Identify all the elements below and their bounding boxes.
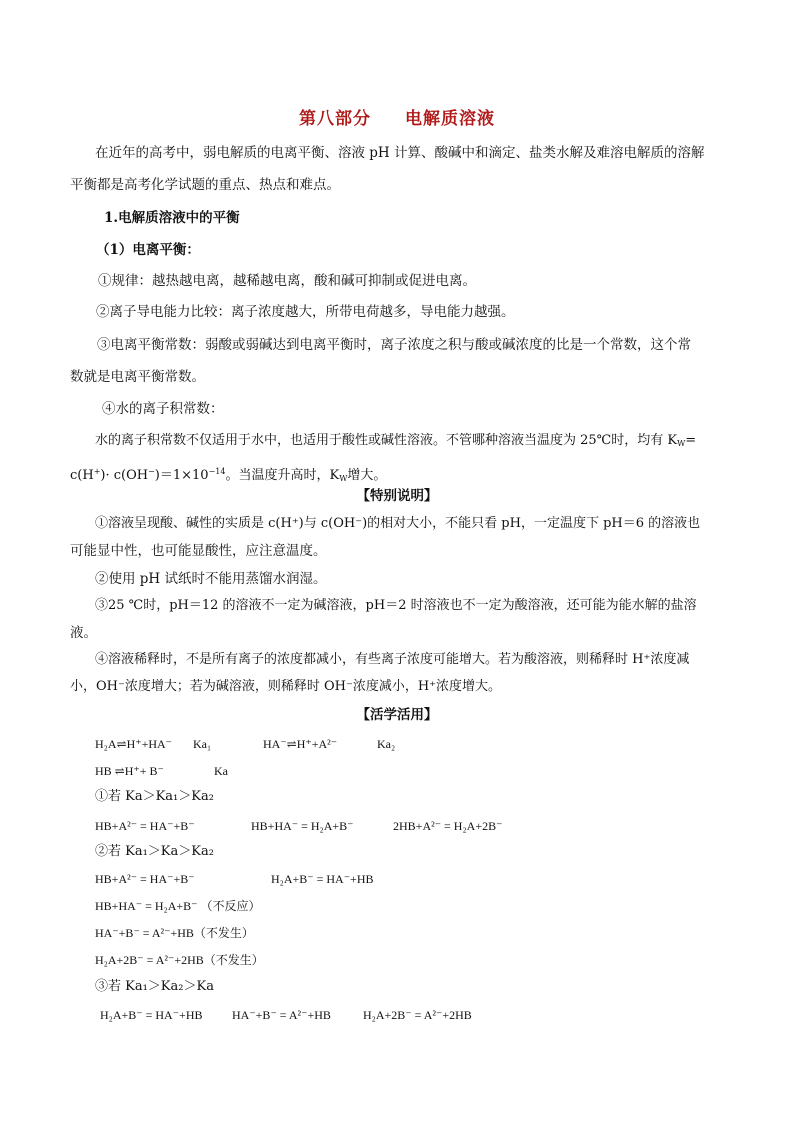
practice-heading: 【活学活用】 (356, 707, 438, 723)
case-2-reaction-1: HB+A²⁻ = HA⁻+B⁻ (95, 872, 195, 886)
case-3-reaction-3: H₂A+2B⁻ = A²⁻+2HB (363, 1008, 472, 1022)
constant-line-1: ③电离平衡常数：弱酸或弱碱达到电离平衡时，离子浓度之积与酸或碱浓度的比是一个常数，这个常 (97, 337, 691, 353)
intro-line-1: 在近年的高考中，弱电解质的电离平衡、溶液 pH 计算、酸碱中和滴定、盐类水解及难溶电解质的溶解 (95, 145, 705, 161)
case-1: ①若 Ka＞Ka₁＞Ka₂ (95, 789, 214, 804)
title-part: 第八部分 (299, 109, 371, 129)
special-p3-line-2: 液。 (70, 625, 97, 641)
case-2-reaction-2: H₂A+B⁻ = HA⁻+HB (271, 872, 374, 886)
equation-h2a-k: Ka₁ (193, 737, 212, 751)
constant-line-2: 数就是电离平衡常数。 (70, 369, 205, 385)
case-2-reaction-5: H₂A+2B⁻ = A²⁻+2HB（不发生） (95, 953, 264, 967)
case-1-reaction-2: HB+HA⁻ = H₂A+B⁻ (251, 819, 354, 833)
case-2-reaction-4: HA⁻+B⁻ = A²⁻+HB（不发生） (95, 926, 254, 940)
water-line-1: 水的离子积常数不仅适用于水中，也适用于酸性或碱性溶液。不管哪种溶液当温度为 25℃时，均有 $K_W=$ (95, 433, 697, 448)
special-p1-line-2: 可能显中性，也可能显酸性，应注意温度。 (70, 543, 327, 559)
case-3-reaction-2: HA⁻+B⁻ = A²⁻+HB (232, 1008, 331, 1022)
equation-ha-k: Ka₂ (377, 737, 396, 751)
intro-line-2: 平衡都是高考化学试题的重点、热点和难点。 (70, 177, 340, 193)
water-line-2: $c(H^+)\cdot c(OH^-)=1\times 10^{-14}$。当温度升高时，$K_W$增大。 (70, 467, 387, 483)
title-topic: 电解质溶液 (405, 109, 495, 129)
case-1-reaction-1: HB+A²⁻ = HA⁻+B⁻ (95, 819, 195, 833)
case-3: ③若 Ka₁＞Ka₂＞Ka (95, 979, 214, 994)
case-2-reaction-3: HB+HA⁻ = H₂A+B⁻ （不反应） (95, 899, 261, 913)
special-p2: ②使用 pH 试纸时不能用蒸馏水润湿。 (95, 571, 327, 587)
equation-hb: HB ⇌H⁺+ B⁻ (95, 764, 164, 778)
subsection-heading: （1）电离平衡： (96, 242, 200, 258)
special-p4-line-2: 小，OH⁻浓度增大；若为碱溶液，则稀释时 OH⁻浓度减小，H⁺浓度增大。 (70, 679, 502, 694)
special-heading: 【特别说明】 (356, 488, 438, 504)
page-title (0, 104, 794, 129)
section-heading: 1.电解质溶液中的平衡 (104, 210, 240, 226)
case-1-reaction-3: 2HB+A²⁻ = H₂A+2B⁻ (393, 819, 503, 833)
special-p3-line-1: ③25 ℃时，pH＝12 的溶液不一定为碱溶液，pH＝2 时溶液也不一定为酸溶液，还可能为能水解的盐溶 (95, 598, 697, 613)
equation-hb-k: Ka (214, 764, 228, 778)
case-2: ②若 Ka₁＞Ka＞Ka₂ (95, 844, 214, 859)
conductivity-text: ②离子导电能力比较：离子浓度越大，所带电荷越多，导电能力越强。 (96, 304, 515, 320)
case-3-reaction-1: H₂A+B⁻ = HA⁻+HB (100, 1008, 203, 1022)
water-heading: ④水的离子积常数： (102, 401, 224, 417)
equation-ha: HA⁻⇌H⁺+A²⁻ (263, 737, 338, 751)
rule-text: ①规律：越热越电离，越稀越电离，酸和碱可抑制或促进电离。 (98, 273, 476, 289)
special-p1-line-1: ①溶液呈现酸、碱性的实质是 c(H⁺)与 c(OH⁻)的相对大小，不能只看 pH，一定温度下 pH＝6 的溶液也 (95, 516, 701, 531)
equation-h2a: H₂A⇌H⁺+HA⁻ (95, 737, 173, 751)
special-p4-line-1: ④溶液稀释时，不是所有离子的浓度都减小，有些离子浓度可能增大。若为酸溶液，则稀释时 H⁺浓度减 (95, 652, 690, 667)
